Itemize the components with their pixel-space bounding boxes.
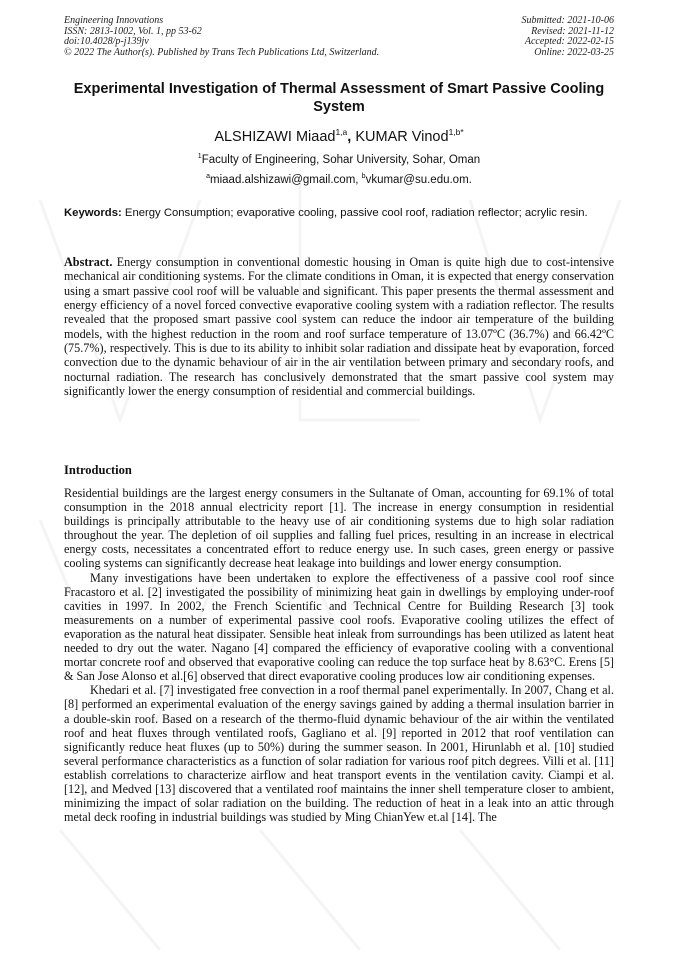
abstract-label: Abstract.: [64, 255, 113, 269]
journal-name: Engineering Innovations: [64, 15, 164, 26]
journal-doi[interactable]: doi:10.4028/p-j139jv: [64, 36, 149, 48]
affiliation: [64, 150, 614, 167]
journal-issn: ISSN: 2813-1002, Vol. 1, pp 53-62: [64, 25, 202, 37]
email-superscript: a: [206, 173, 211, 180]
journal-header: [64, 16, 379, 58]
date-header: [522, 16, 615, 58]
paper-title: Experimental Investigation of Thermal Assessment of Smart Passive Cooling System: [73, 81, 605, 115]
author-separator: ,: [347, 128, 356, 145]
date-revised: Revised: 2021-11-12: [531, 25, 614, 37]
date-online: Online: 2022-03-25: [534, 46, 614, 58]
affiliation-superscript: 1: [197, 153, 202, 160]
paragraph: Many investigations have been undertaken to explore the effectiveness of a passive cool roof since Fracastoro et al. [2] investigated the possibility of minimizing heat gain in dwellings by employing under-roof cavities in 1997. In 2002, the French Scientific and Technical Centre for Building Research [3] took measurements on a number of experimental passive cool roofs. Evaporative cooling utilizes the effect of evaporation as the natural heat dissipater. Sensible heat inleak from surroundings has been utilized as latent heat needed to dry out the water. Nagano [4] compared the efficiency of evaporative cooling with a conventional mortar concrete roof and observed that evaporative cooling can reduce the top surface heat by 8.63°C. Erens [5] & San Jose Alonso et al.[6] observed that direct evaporative cooling produces low air conditioning expenses.: [64, 570, 614, 684]
keywords-block: [64, 206, 614, 220]
paragraph: Residential buildings are the largest energy consumers in the Sultanate of Oman, accounting for 69.1% of total consumption in the 2018 annual electricity report [1]. The increase in energy consumption in residential buildings is principally attributable to the heavy use of air conditioning systems due to high solar radiation throughout the year. The depletion of oil supplies and falling fuel prices, resulting in an increase in electrical energy costs, necessitates a concentrated effort to reduce energy use. In such cases, green energy or passive cooling systems can significantly decrease heat leakage into buildings and lower energy consumption.: [64, 486, 614, 571]
author-superscript: 1,a: [335, 127, 348, 137]
email-link[interactable]: vkumar@su.edu.om.: [365, 173, 472, 186]
author-name: ALSHIZAWI Miaad: [214, 128, 336, 145]
abstract-text: Energy consumption in conventional domestic housing in Oman is quite high due to cost-intensive mechanical air conditioning systems. For the climate conditions in Oman, it is expected that energy conservation using a smart passive cool roof will be valuable and significant. This paper presents the thermal assessment and energy efficiency of a novel forced convective evaporative cooling system with a radiation reflector. The results revealed that the proposed smart passive cool system can reduce the indoor air temperature of the building models, with the highest reduction in the room and roof surface temperature of 13.07ºC (36.7%) and 66.42ºC (75.7%), respectively. This is due to its ability to inhibit solar radiation and dissipate heat by evaporation, forced convection due to the dynamic behaviour of air in the air ventilation between primary and secondary roofs, and nocturnal radiation. The research has conclusively demonstrated that the smart passive cool system may significantly lower the energy consumption of residential and commercial buildings.: [64, 255, 614, 399]
author-line: [64, 123, 614, 146]
author-superscript: 1,b*: [448, 127, 464, 137]
abstract-block: [64, 255, 614, 398]
keywords-text: Energy Consumption; evaporative cooling, passive cool roof, radiation reflector; acrylic resin.: [121, 207, 588, 219]
journal-copyright: © 2022 The Author(s). Published by Trans Tech Publications Ltd, Switzerland.: [64, 46, 380, 58]
author-name: KUMAR Vinod: [355, 128, 449, 145]
email-line: [64, 170, 614, 187]
email-link[interactable]: miaad.alshizawi@gmail.com,: [210, 173, 362, 186]
paragraph: Khedari et al. [7] investigated free convection in a roof thermal panel experimentally. In 2007, Chang et al. [8] performed an experimental evaluation of the energy savings gained by adding a thermal insulation barrier in a double-skin roof. Based on a research of the thermo-fluid dynamic behaviour of the air within the ventilated roof and heat fluxes through ventilated roofs, Gagliano et al. [9] reported in 2012 that roof ventilation can significantly reduce heat fluxes (up to 50%) during the summer season. In 2001, Hirunlabh et al. [10] studied several performance characteristics as a function of solar radiation for various roof pitch degrees. Villi et al. [11] establish correlations to characterize airflow and heat transport events in the ventilation cavity. Ciampi et al. [12], and Medved [13] discovered that a ventilated roof maintains the inner shell temperature closer to ambient, minimizing the impact of solar radiation on the building. The reduction of heat in a leak into an attic through metal deck roofing in industrial buildings was studied by Ming ChianYew et.al [14]. The: [64, 683, 614, 825]
email-superscript: b: [361, 173, 366, 180]
introduction-body: [64, 486, 614, 824]
keywords-label: Keywords:: [64, 207, 122, 219]
section-heading: Introduction: [64, 463, 132, 477]
date-accepted: Accepted: 2022-02-15: [524, 36, 614, 48]
affiliation-text: Faculty of Engineering, Sohar University, Sohar, Oman: [201, 153, 481, 166]
watermark-stroke: [60, 830, 560, 950]
date-submitted: Submitted: 2021-10-06: [521, 15, 614, 26]
